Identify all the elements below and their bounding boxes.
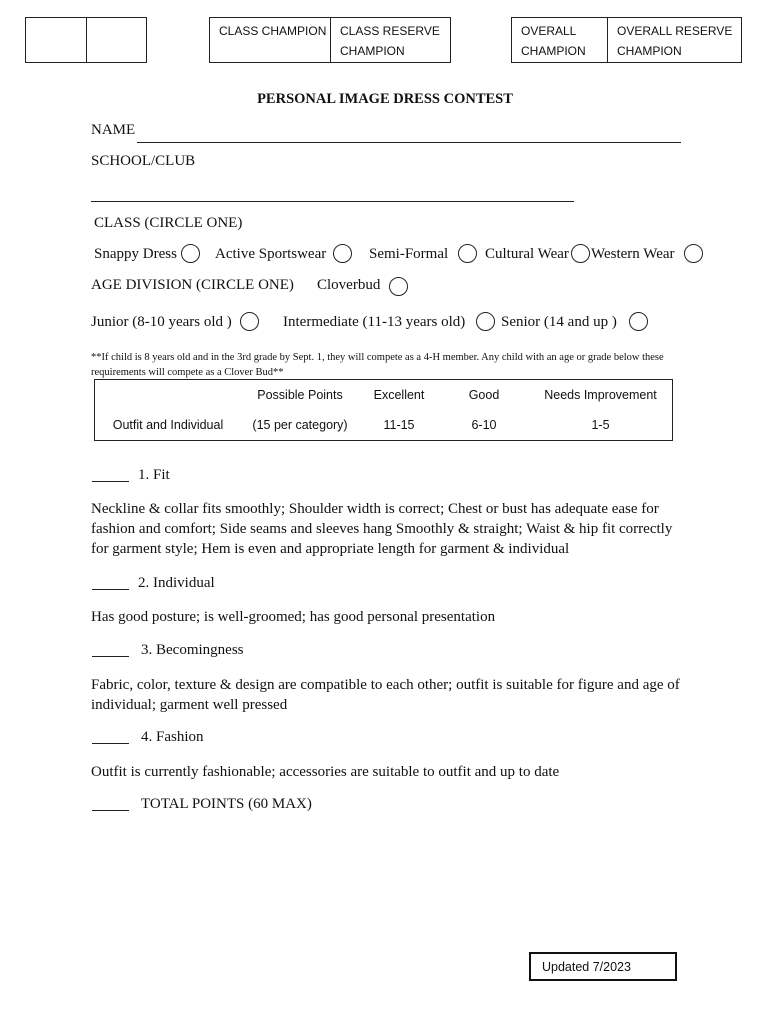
criterion-becomingness-description: Fabric, color, texture & design are compatible to each other; outfit is suitable for figure and age of individual; garment well pressed bbox=[91, 677, 680, 713]
overall-reserve-box bbox=[607, 17, 742, 63]
age-option-cloverbud: Cloverbud bbox=[317, 277, 381, 293]
table-cell: 11-15 bbox=[383, 418, 415, 432]
table-header-cell: Excellent bbox=[373, 388, 425, 402]
class-circle-snappy[interactable] bbox=[181, 244, 200, 263]
age-heading: AGE DIVISION (CIRCLE ONE) bbox=[91, 277, 294, 293]
name-field[interactable] bbox=[137, 142, 681, 143]
table-header-cell bbox=[95, 380, 242, 411]
age-circle-senior[interactable] bbox=[629, 312, 648, 331]
age-option-senior: Senior (14 and up ) bbox=[501, 314, 617, 330]
class-option-western: Western Wear bbox=[591, 246, 675, 262]
points-table bbox=[94, 379, 673, 441]
table-cell: 1-5 bbox=[591, 418, 610, 432]
table-header-cell: Possible Points bbox=[257, 388, 343, 402]
class-heading: CLASS (CIRCLE ONE) bbox=[94, 215, 243, 231]
score-blank-fit[interactable] bbox=[92, 481, 129, 482]
criterion-fit-description: Neckline & collar fits smoothly; Shoulder width is correct; Chest or bust has adequate ease for fashion and comfort; Side seams and sleeves hang Smoothly & straight; Waist & hip fit correctly for garment style; Hem is even and appropriate length for garment & individual bbox=[91, 501, 673, 557]
school-label: SCHOOL/CLUB bbox=[91, 153, 196, 169]
criterion-becomingness-label: 3. Becomingness bbox=[141, 642, 244, 658]
age-circle-junior[interactable] bbox=[240, 312, 259, 331]
criterion-individual-description: Has good posture; is well-groomed; has good personal presentation bbox=[91, 609, 496, 625]
criterion-fashion-description: Outfit is currently fashionable; accessories are suitable to outfit and up to date bbox=[91, 764, 560, 780]
class-option-cultural: Cultural Wear bbox=[485, 246, 569, 262]
table-header-cell: Needs Improvement bbox=[544, 388, 657, 402]
table-cell: (15 per category) bbox=[252, 418, 348, 432]
criterion-fashion-label: 4. Fashion bbox=[141, 729, 204, 745]
class-circle-semiformal[interactable] bbox=[458, 244, 477, 263]
class-circle-active[interactable] bbox=[333, 244, 352, 263]
table-header-cell: Good bbox=[468, 388, 500, 402]
age-circle-cloverbud[interactable] bbox=[389, 277, 408, 296]
total-points-label: TOTAL POINTS (60 MAX) bbox=[141, 796, 312, 812]
class-circle-western[interactable] bbox=[684, 244, 703, 263]
table-cell: Outfit and Individual bbox=[112, 418, 224, 432]
score-blank-individual[interactable] bbox=[92, 589, 129, 590]
score-blank-fashion[interactable] bbox=[92, 743, 129, 744]
class-option-snappy: Snappy Dress bbox=[94, 246, 177, 262]
class-reserve-label: CLASS RESERVE CHAMPION bbox=[340, 24, 440, 58]
page-title: PERSONAL IMAGE DRESS CONTEST bbox=[257, 91, 513, 107]
overall-champion-box bbox=[511, 17, 608, 63]
table-cell: 6-10 bbox=[471, 418, 497, 432]
class-champion-box bbox=[209, 17, 331, 63]
age-note: **If child is 8 years old and in the 3rd grade by Sept. 1, they will compete as a 4-H member. Any child with an age or grade below these requirements will compete as a Clover Bud** bbox=[91, 352, 664, 378]
judge-box-2 bbox=[86, 17, 147, 63]
age-option-junior: Junior (8-10 years old ) bbox=[91, 314, 232, 330]
updated-badge bbox=[529, 952, 677, 981]
class-option-semiformal: Semi-Formal bbox=[369, 246, 449, 262]
criterion-individual-label: 2. Individual bbox=[138, 575, 215, 591]
class-reserve-box bbox=[330, 17, 451, 63]
class-champion-label: CLASS CHAMPION bbox=[219, 24, 327, 38]
score-blank-becomingness[interactable] bbox=[92, 656, 129, 657]
age-circle-intermediate[interactable] bbox=[476, 312, 495, 331]
school-field[interactable] bbox=[91, 201, 574, 202]
class-circle-cultural[interactable] bbox=[571, 244, 590, 263]
criterion-fit-label: 1. Fit bbox=[138, 467, 170, 483]
table-row bbox=[95, 410, 673, 441]
age-option-intermediate: Intermediate (11-13 years old) bbox=[283, 314, 466, 330]
table-header-row bbox=[95, 380, 673, 411]
name-label: NAME bbox=[91, 122, 136, 138]
score-blank-total[interactable] bbox=[92, 810, 129, 811]
overall-champion-label: OVERALL CHAMPION bbox=[521, 24, 586, 58]
judge-box-1 bbox=[25, 17, 87, 63]
updated-text: Updated 7/2023 bbox=[542, 960, 631, 974]
overall-reserve-label: OVERALL RESERVE CHAMPION bbox=[617, 24, 733, 58]
class-option-active: Active Sportswear bbox=[215, 246, 327, 262]
